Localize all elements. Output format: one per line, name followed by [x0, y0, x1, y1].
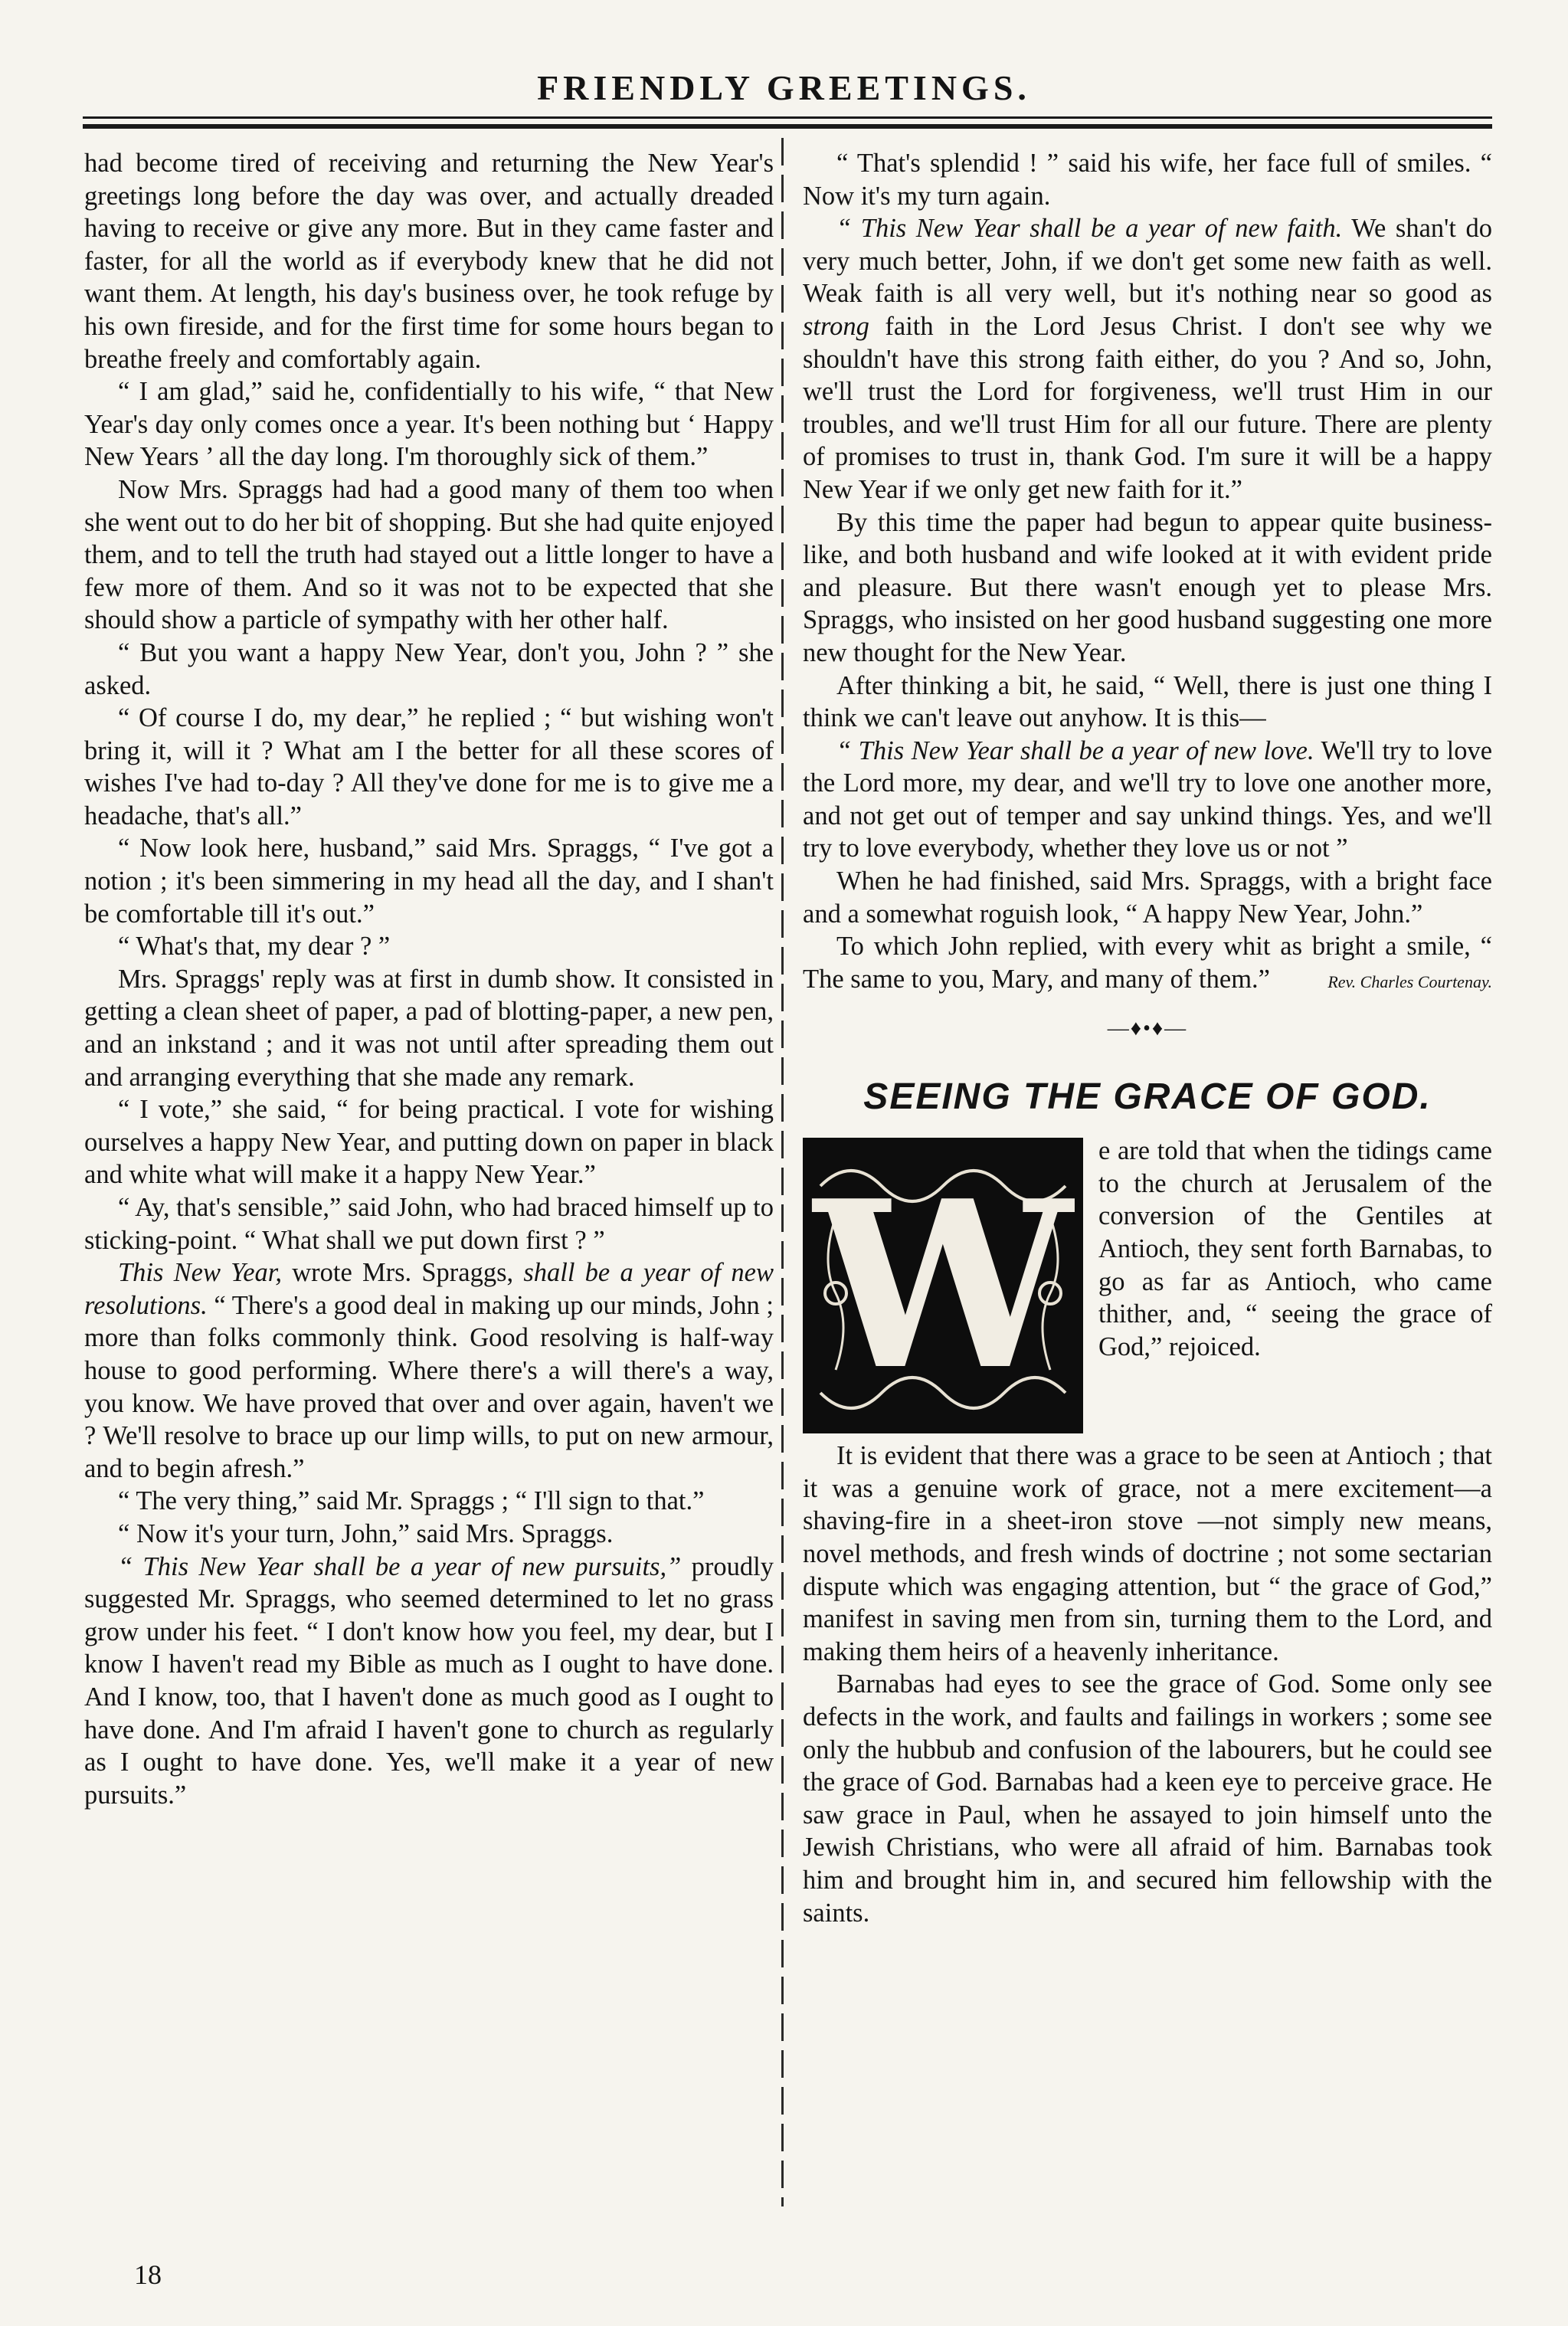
- pursuits-paragraph: [84, 1551, 774, 1812]
- section-ornament: —♦•♦—: [1107, 1017, 1188, 1041]
- paragraph: e are told that when the tidings came to the church at Jerusalem of the conversion of the Gentiles at Antioch, they sent forth Barnabas, to go as far as Antioch, who came thither, and, “ seeing the grace of God,” rejoiced.: [1098, 1136, 1492, 1361]
- paragraph: “ But you want a happy New Year, don't you, John ? ” she asked.: [84, 637, 774, 700]
- paragraph: “ I vote,” she said, “ for being practical. I vote for wishing ourselves a happy New Year, and putting down on paper in black and white what will make it a happy New Year.”: [84, 1095, 774, 1190]
- column-separator: [781, 138, 784, 2206]
- author-signature: Rev. Charles Courtenay.: [1327, 972, 1492, 992]
- text: “ There's a good deal in making up our minds, John ; more than folks commonly think. Good resolving is half-way house to good performing. Where there's a will there's a way, you know. We have proved that over and over again, haven't we ? We'll resolve to brace up our limp wills, to put on new armour, and to begin afresh.”: [84, 1290, 774, 1483]
- italic-text: This New Year,: [118, 1258, 282, 1288]
- paragraph: Now Mrs. Spraggs had had a good many of them too when she went out to do her bit of shopping. But she had quite enjoyed them, and to tell the truth had stayed out a little longer to have a few more of them. And so it was not to be expected that she should show a particle of sympathy with her other half.: [84, 474, 774, 635]
- faith-paragraph: [803, 212, 1492, 506]
- paragraph: By this time the paper had begun to appear quite business-like, and both husband and wife looked at it with evident pride and pleasure. But there wasn't enough yet to please Mrs. Spraggs, who insisted on her good husband suggesting one more new thought for the New Year.: [803, 507, 1492, 667]
- paragraph: “ The very thing,” said Mr. Spraggs ; “ I'll sign to that.”: [118, 1486, 705, 1516]
- paragraph: Barnabas had eyes to see the grace of God. Some only see defects in the work, and faults and failings in workers ; some see only the hubbub and confusion of the labourers, but he could see the grace of God. Barnabas had a keen eye to perceive grace. He saw grace in Paul, when he assayed to join himself unto the Jewish Christians, who were all afraid of him. Barnabas took him and brought him in, and secured him fellowship with the saints.: [803, 1669, 1492, 1928]
- paragraph: “ Ay, that's sensible,” said John, who had braced himself up to sticking-point. “ What shall we put down first ? ”: [84, 1193, 774, 1255]
- paragraph: When he had finished, said Mrs. Spraggs, with a bright face and a somewhat roguish look, “ A happy New Year, John.”: [803, 867, 1492, 929]
- header-rule-thin: [83, 116, 1492, 119]
- left-column: [84, 147, 774, 1811]
- paragraph: “ I am glad,” said he, confidentially to his wife, “ that New Year's day only comes once a year. It's been nothing but ‘ Happy New Years ’ all the day long. I'm thoroughly sick of them.”: [84, 377, 774, 472]
- love-paragraph: [803, 735, 1492, 865]
- text: proudly suggested Mr. Spraggs, who seemed determined to let no grass grow under his feet. “ I don't know how you feel, my dear, but I know I haven't read my Bible as much as I ought to have done. And I know, too, that I haven't done as much good as I ought to have done. And I'm afraid I haven't gone to church as regularly as I ought to have done. Yes, we'll make it a year of new pursuits.”: [84, 1551, 774, 1810]
- paragraph: It is evident that there was a grace to be seen at Antioch ; that it was a genuine work of grace, not a mere excitement—a shaving-fire in a sheet-iron stove —not simply new means, novel methods, and fresh winds of doctrine ; not some sectarian dispute which was engaging attention, but “ the grace of God,” manifest in saving men from sin, turning them to the Lord, and making them heirs of a heavenly inheritance.: [803, 1441, 1492, 1666]
- italic-text: “ This New Year shall be a year of new faith.: [836, 214, 1343, 244]
- dropcap-letter: W: [813, 1150, 1072, 1421]
- section-title: SEEING THE GRACE OF GOD.: [863, 1076, 1432, 1117]
- paragraph: Mrs. Spraggs' reply was at first in dumb show. It consisted in getting a clean sheet of paper, a pad of blotting-paper, a new pen, and an inkstand ; and it was not until after spreading them out and arranging everything that she made any remark.: [84, 964, 774, 1092]
- right-column: [803, 147, 1492, 1929]
- resolution-paragraph: [84, 1256, 774, 1485]
- paragraph: “ That's splendid ! ” said his wife, her face full of smiles. “ Now it's my turn again.: [803, 149, 1492, 211]
- italic-text: shall be a year of new resolutions.: [84, 1258, 774, 1320]
- text: faith in the Lord Jesus Christ. I don't see why we shouldn't have this strong faith either, do you ? And so, John, we'll trust the Lord for forgiveness, we'll trust Him in our troubles, and we'll trust Him for all our future. There are plenty of promises to trust in, thank God. I'm sure it will be a happy New Year if we only get new faith for it.”: [803, 311, 1492, 504]
- paragraph: After thinking a bit, he said, “ Well, there is just one thing I think we can't leave out anyhow. It is this—: [803, 670, 1492, 733]
- italic-text: “ This New Year shall be a year of new pursuits,”: [118, 1551, 682, 1581]
- paragraph: “ Of course I do, my dear,” he replied ; “ but wishing won't bring it, will it ? What am I the better for all these scores of wishes I've had to-day ? All they've done for me is to give me a headache, that's all.”: [84, 703, 774, 830]
- text: We shan't do very much better, John, if we don't get some new faith as well. Weak faith is all very well, but it's nothing near so good as: [803, 214, 1493, 309]
- italic-text: strong: [803, 311, 869, 341]
- text: We'll try to love the Lord more, my dear, and we'll try to love one another more, and not get out of temper and say unkind things. Yes, and we'll try to love everybody, whether they love us or not ”: [803, 735, 1493, 863]
- paragraph: had become tired of receiving and returning the New Year's greetings long before the day was over, and actually dreaded having to receive or give any more. But in they came faster and faster, for all the world as if everybody knew that he did not want them. At length, his day's business over, he took refuge by his own fireside, and for the first time for some hours began to breathe freely and comfortably again.: [84, 149, 774, 374]
- paragraph: “ What's that, my dear ? ”: [118, 932, 391, 962]
- header-rule-thick: [83, 124, 1492, 129]
- paragraph: To which John replied, with every whit as bright a smile, “ The same to you, Mary, and many of them.”: [803, 932, 1492, 994]
- decorated-initial: [803, 1138, 1083, 1433]
- running-header: FRIENDLY GREETINGS.: [537, 68, 1031, 107]
- page-number: 18: [134, 2259, 162, 2290]
- text: wrote Mrs. Spraggs,: [282, 1258, 524, 1288]
- paragraph: “ Now look here, husband,” said Mrs. Spraggs, “ I've got a notion ; it's been simmering in my head all the day, and I shan't be comfortable till it's out.”: [84, 834, 774, 929]
- paragraph: “ Now it's your turn, John,” said Mrs. Spraggs.: [118, 1518, 614, 1548]
- italic-text: “ This New Year shall be a year of new love.: [836, 735, 1314, 765]
